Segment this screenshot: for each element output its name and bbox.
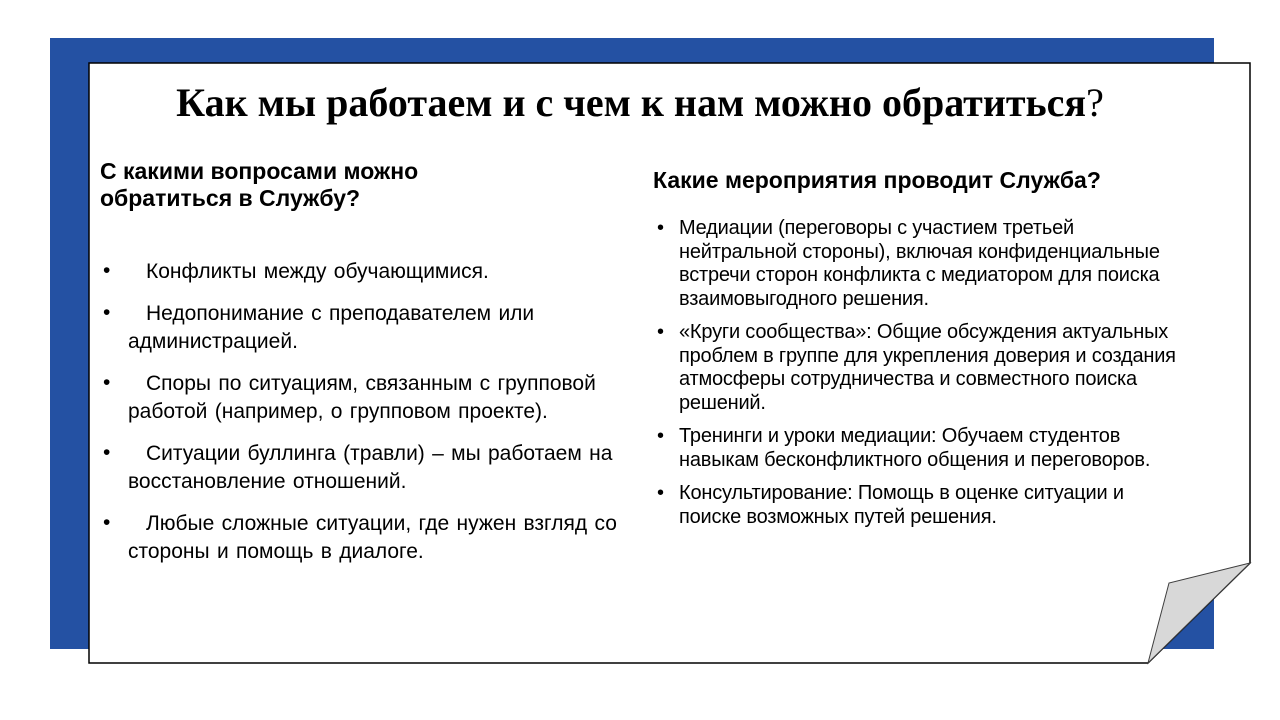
list-item bbox=[100, 370, 645, 426]
right-column bbox=[653, 164, 1178, 539]
list-item bbox=[653, 321, 1178, 415]
right-bullet-list bbox=[653, 217, 1178, 529]
bullet-icon: • bbox=[657, 217, 664, 239]
list-item bbox=[653, 425, 1178, 472]
slide-title-question-mark: ? bbox=[1086, 80, 1104, 125]
bullet-icon: • bbox=[657, 482, 664, 504]
bullet-text: Любые сложные ситуации, где нужен взгляд со стороны и помощь в диалоге. bbox=[128, 512, 617, 563]
left-column bbox=[100, 158, 645, 580]
list-item bbox=[100, 258, 645, 286]
list-item bbox=[100, 510, 645, 566]
bullet-text: Ситуации буллинга (травли) – мы работаем на восстановление отношений. bbox=[128, 442, 613, 493]
list-item bbox=[653, 482, 1178, 529]
bullet-text: Недопонимание с преподавателем или администрацией. bbox=[128, 302, 535, 353]
bullet-text: Медиации (переговоры с участием третьей нейтральной стороны), включая конфиденциальные встречи сторон конфликта с медиатором для поиска взаимовыгодного решения. bbox=[679, 217, 1160, 310]
bullet-icon: • bbox=[103, 371, 111, 394]
bullet-text: Конфликты между обучающимися. bbox=[146, 260, 489, 283]
bullet-icon: • bbox=[103, 259, 111, 282]
left-bullet-list bbox=[100, 258, 645, 566]
bullet-icon: • bbox=[103, 511, 111, 534]
bullet-text: «Круги сообщества»: Общие обсуждения актуальных проблем в группе для укрепления доверия и создания атмосферы сотрудничества и совместного поиска решений. bbox=[679, 321, 1176, 414]
list-item bbox=[653, 217, 1178, 311]
slide-title bbox=[95, 80, 1185, 126]
list-item bbox=[100, 440, 645, 496]
right-column-heading: Какие мероприятия проводит Служба? bbox=[653, 167, 1101, 193]
bullet-text: Тренинги и уроки медиации: Обучаем студентов навыкам бесконфликтного общения и переговоров. bbox=[679, 425, 1151, 471]
bullet-text: Споры по ситуациям, связанным с групповой работой (например, о групповом проекте). bbox=[128, 372, 596, 423]
bullet-icon: • bbox=[657, 321, 664, 343]
left-column-heading: С какими вопросами можно обратиться в Службу? bbox=[100, 158, 419, 211]
list-item bbox=[100, 300, 645, 356]
bullet-icon: • bbox=[657, 425, 664, 447]
bullet-icon: • bbox=[103, 441, 111, 464]
bullet-icon: • bbox=[103, 301, 111, 324]
slide-title-text: Как мы работаем и с чем к нам можно обратиться bbox=[176, 80, 1087, 125]
bullet-text: Консультирование: Помощь в оценке ситуации и поиске возможных путей решения. bbox=[679, 482, 1124, 528]
